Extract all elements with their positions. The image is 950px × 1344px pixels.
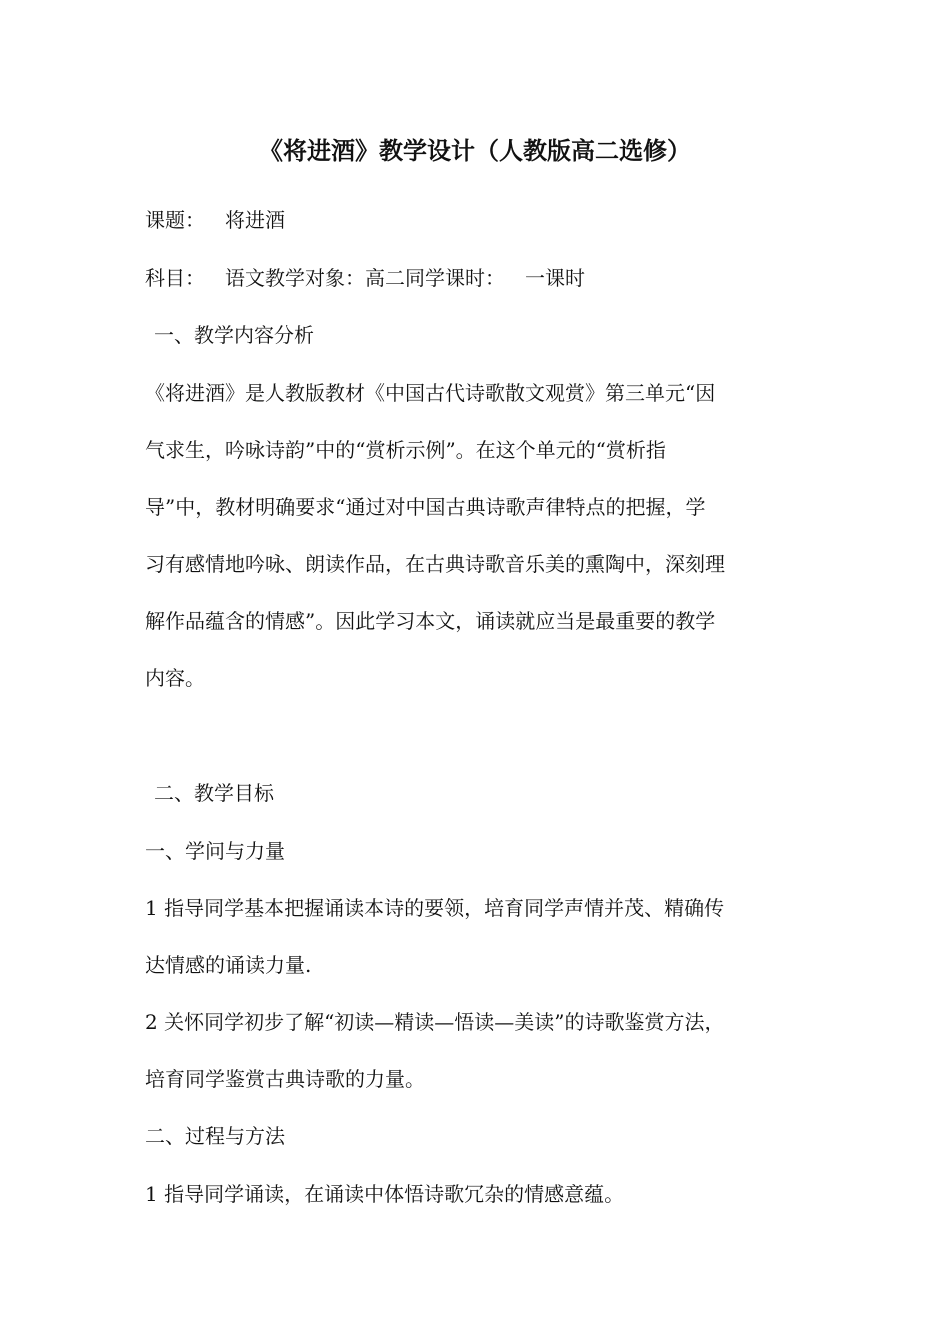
paragraph-line: 《将进酒》是人教版教材《中国古代诗歌散文观赏》第三单元“因	[145, 381, 716, 405]
paragraph-line: 气求生，吟咏诗韵”中的“赏析示例”。在这个单元的“赏析指	[145, 438, 666, 462]
topic-label: 课题：	[145, 208, 205, 232]
paragraph-line: 内容。	[145, 666, 205, 690]
goal-item-line: 1 指导同学基本把握诵读本诗的要领，培育同学声情并茂、精确传	[145, 896, 725, 920]
subject-line	[145, 263, 585, 293]
subsection-heading: 二、过程与方法	[145, 1124, 285, 1148]
topic-line	[145, 205, 285, 235]
section1-heading: 一、教学内容分析	[154, 323, 314, 347]
goal-item-line: 达情感的诵读力量.	[145, 953, 312, 977]
goal-item-line: 培育同学鉴赏古典诗歌的力量。	[145, 1067, 425, 1091]
subsection-heading: 一、学问与力量	[145, 839, 285, 863]
section2-heading: 二、教学目标	[154, 781, 274, 805]
document-title: 《将进酒》教学设计（人教版高二选修）	[259, 137, 691, 165]
subject-label: 科目：	[145, 266, 205, 290]
goal-item-line: 1 指导同学诵读，在诵读中体悟诗歌冗杂的情感意蕴。	[145, 1182, 625, 1206]
paragraph-line: 解作品蕴含的情感”。因此学习本文，诵读就应当是最重要的教学	[145, 609, 716, 633]
topic-value: 将进酒	[225, 208, 285, 232]
goal-item-line: 2 关怀同学初步了解“初读—精读—悟读—美读”的诗歌鉴赏方法，	[145, 1010, 725, 1034]
subject-value: 语文教学对象：高二同学课时：	[225, 266, 505, 290]
paragraph-line: 习有感情地吟咏、朗读作品，在古典诗歌音乐美的熏陶中，深刻理	[145, 552, 725, 576]
period-value: 一课时	[525, 266, 585, 290]
paragraph-line: 导”中，教材明确要求“通过对中国古典诗歌声律特点的把握，学	[145, 495, 706, 519]
